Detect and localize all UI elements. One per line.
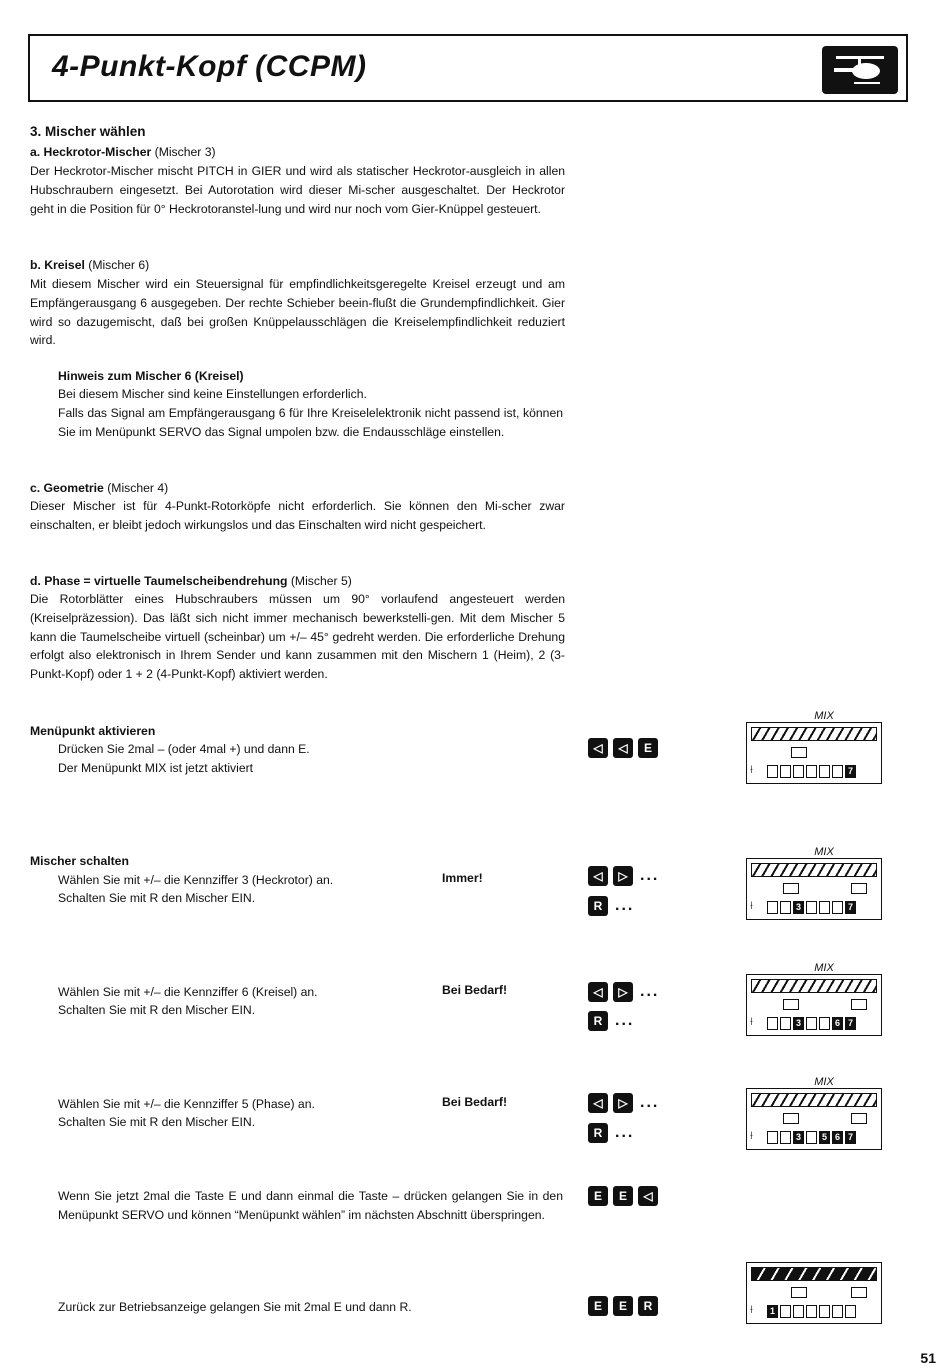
r-key: R: [588, 1123, 608, 1143]
plus-key: ▷: [613, 866, 633, 886]
lcd-digit-cell: 6: [832, 1131, 843, 1144]
lcd-screen: [746, 1088, 882, 1150]
e-key: E: [613, 1186, 633, 1206]
keys-switch2-r: [588, 1011, 634, 1035]
menu-line1: Drücken Sie 2mal – (oder 4mal +) und dann E.: [58, 742, 310, 756]
lcd-symbol-icon: ⟊: [750, 1130, 753, 1142]
lcd-digit-cell: 3: [793, 1017, 804, 1030]
servo-paragraph: Wenn Sie jetzt 2mal die Taste E und dann einmal die Taste – drücken gelangen Sie in den Menüpunkt SERVO und können “Menüpunkt wählen” im nächsten Abschnitt überspringen.: [58, 1189, 563, 1222]
lcd-digit-cell: [819, 1305, 830, 1318]
lcd-square: [851, 1287, 867, 1298]
plus-key: ▷: [613, 982, 633, 1002]
switch3-line1: Wählen Sie mit +/– die Kennziffer 5 (Phase) an.: [58, 1097, 315, 1111]
ellipsis: ...: [615, 897, 635, 914]
lcd-digit-cell: [806, 1305, 817, 1318]
lcd-digit-cell: 7: [845, 1017, 856, 1030]
lcd-square: [791, 1287, 807, 1298]
keys-servo: [588, 1186, 663, 1210]
lcd-digit-cell: [780, 765, 791, 778]
switch3-line2: Schalten Sie mit R den Mischer EIN.: [58, 1115, 256, 1129]
lcd-digit-cell: [767, 1017, 778, 1030]
lcd-digit-cell: [780, 1017, 791, 1030]
lcd-bar: [751, 1267, 877, 1281]
ellipsis: ...: [615, 1012, 635, 1029]
lcd-digit-cell: [767, 765, 778, 778]
keys-back: [588, 1296, 663, 1320]
lcd-digit-cell: 6: [832, 1017, 843, 1030]
heading-a-note: (Mischer 3): [151, 145, 216, 159]
note-text: Falls das Signal am Empfängerausgang 6 für Ihre Kreiselelektronik nicht passend ist, können Sie im Menüpunkt SERVO das Signal umpolen bzw. die Endausschläge einstellen.: [58, 406, 563, 439]
r-key: R: [638, 1296, 658, 1316]
lcd-cells: [767, 901, 856, 914]
page-header: [28, 34, 908, 102]
minus-key: ◁: [588, 1093, 608, 1113]
lcd-display-2: [746, 846, 882, 920]
lcd-digit-cell: 1: [767, 1305, 778, 1318]
note-heading: Hinweis zum Mischer 6 (Kreisel): [58, 369, 244, 383]
heading-c-label: c. Geometrie: [30, 481, 104, 495]
lcd-symbol-icon: ⟊: [750, 1304, 753, 1316]
lcd-bar: [751, 727, 877, 741]
heading-b-note: (Mischer 6): [84, 258, 150, 272]
switch2-tag: Bei Bedarf!: [442, 983, 508, 997]
lcd-digit-cell: [780, 1131, 791, 1144]
minus-key: ◁: [613, 738, 633, 758]
lcd-symbol-icon: ⟊: [750, 1016, 753, 1028]
helicopter-icon: [822, 46, 898, 94]
lcd-digit-cell: [832, 901, 843, 914]
lcd-square: [851, 883, 867, 894]
lcd-digit-cell: 7: [845, 1131, 856, 1144]
lcd-digit-cell: 3: [793, 1131, 804, 1144]
lcd-digit-cell: [806, 765, 817, 778]
lcd-display-5: [746, 1262, 882, 1324]
heading-c: [30, 479, 168, 498]
heading-b-label: b. Kreisel: [30, 258, 85, 272]
lcd-digit-cell: [780, 901, 791, 914]
ellipsis: ...: [640, 867, 660, 884]
lcd-square: [783, 883, 799, 894]
keys-switch1-r: [588, 896, 634, 920]
r-key: R: [588, 896, 608, 916]
lcd-display-1: [746, 710, 882, 784]
lcd-digit-cell: [793, 1305, 804, 1318]
e-key: E: [588, 1186, 608, 1206]
lcd-bar: [751, 1093, 877, 1107]
page-title: 4-Punkt-Kopf (CCPM): [52, 50, 367, 83]
lcd-square: [791, 747, 807, 758]
lcd-digit-cell: [832, 1305, 843, 1318]
lcd-screen: [746, 858, 882, 920]
heading-c-note: (Mischer 4): [103, 481, 169, 495]
r-key: R: [588, 1011, 608, 1031]
paragraph-a: Der Heckrotor-Mischer mischt PITCH in GIER und wird als statischer Heckrotor-ausgleich in allen Hubschraubern eingesetzt. Bei Autorotation wird dieser Mi-scher ausgeschaltet. Der Heckrotor geht in die Position für 0° Heckrotoranstel-lung und wird nur noch vom Gier-Knüppel gesteuert.: [30, 164, 565, 216]
heading-d-note: (Mischer 5): [287, 574, 352, 588]
minus-key: ◁: [588, 738, 608, 758]
lcd-square: [783, 999, 799, 1010]
e-key: E: [588, 1296, 608, 1316]
minus-key: ◁: [588, 982, 608, 1002]
lcd-digit-cell: 7: [845, 901, 856, 914]
lcd-digit-cell: [832, 765, 843, 778]
keys-switch3-r: [588, 1123, 634, 1147]
lcd-digit-cell: [806, 1017, 817, 1030]
page-number: 51: [920, 1350, 936, 1366]
ellipsis: ...: [640, 1094, 660, 1111]
paragraph-b: Mit diesem Mischer wird ein Steuersignal für empfindlichkeitsgeregelte Kreisel erzeugt und am Empfängerausgang 6 ausgegeben. Der rechte Schieber beein-flußt die Grundempfindlichkeit. Gier wird so dazugemischt, daß bei großen Knüppelausschlägen die Kreiselempfindlichkeit reduziert wird.: [30, 277, 565, 348]
switch1-line1: Wählen Sie mit +/– die Kennziffer 3 (Heckrotor) an.: [58, 873, 334, 887]
lcd-label: MIX: [814, 710, 834, 722]
lcd-label: MIX: [814, 1076, 834, 1088]
lcd-symbol-icon: ⟊: [750, 764, 753, 776]
lcd-digit-cell: [806, 1131, 817, 1144]
lcd-bar: [751, 979, 877, 993]
lcd-square: [851, 999, 867, 1010]
lcd-display-3: [746, 962, 882, 1036]
lcd-digit-cell: [780, 1305, 791, 1318]
e-key: E: [638, 738, 658, 758]
ellipsis: ...: [640, 983, 660, 1000]
plus-key: ▷: [613, 1093, 633, 1113]
lcd-digit-cell: [819, 1017, 830, 1030]
lcd-cells: [767, 1131, 856, 1144]
lcd-digit-cell: [806, 901, 817, 914]
lcd-screen: [746, 722, 882, 784]
lcd-digit-cell: 5: [819, 1131, 830, 1144]
lcd-digit-cell: [767, 901, 778, 914]
lcd-cells: [767, 1017, 856, 1030]
heading-d-label: d. Phase = virtuelle Taumelscheibendrehung: [30, 574, 288, 588]
lcd-bar: [751, 863, 877, 877]
lcd-digit-cell: 7: [845, 765, 856, 778]
section-title: 3. Mischer wählen: [30, 124, 146, 139]
keys-switch2-select: [588, 982, 659, 1006]
switch3-tag: Bei Bedarf!: [442, 1095, 508, 1109]
lcd-square: [851, 1113, 867, 1124]
lcd-digit-cell: [845, 1305, 856, 1318]
switch2-line2: Schalten Sie mit R den Mischer EIN.: [58, 1003, 256, 1017]
minus-key: ◁: [638, 1186, 658, 1206]
note-line1: Bei diesem Mischer sind keine Einstellungen erforderlich.: [58, 387, 367, 401]
e-key: E: [613, 1296, 633, 1316]
paragraph-d: Die Rotorblätter eines Hubschraubers müssen um 90° vorlaufend angesteuert werden (Kreiselpräzession). Das läßt sich nicht immer mechanisch bewerkstelli-gen. Mit dem Mischer 5 kann die Taumelscheibe virtuell (scheinbar) um +/– 45° gedreht werden. Die erforderliche Drehung erfolgt also elektronisch in Ihrem Sender und kann zusammen mit den Mischern 1 (Heim), 2 (3-Punkt-Kopf) oder 1 + 2 (4-Punkt-Kopf) aktiviert werden.: [30, 592, 565, 682]
switch2-line1: Wählen Sie mit +/– die Kennziffer 6 (Kreisel) an.: [58, 985, 318, 999]
ellipsis: ...: [615, 1124, 635, 1141]
paragraph-c: Dieser Mischer ist für 4-Punkt-Rotorköpfe nicht erforderlich. Sie können den Mi-scher zwar einschalten, er bleibt jedoch wirkungslos und das Einschalten wird nicht gespeichert.: [30, 499, 565, 532]
lcd-digit-cell: [793, 765, 804, 778]
minus-key: ◁: [588, 866, 608, 886]
menu-heading: Menüpunkt aktivieren: [30, 724, 156, 738]
lcd-cells: [767, 1305, 856, 1318]
heading-a-label: a. Heckrotor-Mischer: [30, 145, 152, 159]
lcd-digit-cell: [819, 765, 830, 778]
keys-menu: [588, 738, 663, 762]
lcd-screen: [746, 974, 882, 1036]
lcd-label: MIX: [814, 846, 834, 858]
switch1-tag: Immer!: [442, 871, 483, 885]
menu-line2: Der Menüpunkt MIX ist jetzt aktiviert: [58, 761, 254, 775]
switch-heading: Mischer schalten: [30, 854, 129, 868]
lcd-display-4: [746, 1076, 882, 1150]
heading-b: [30, 256, 149, 275]
lcd-screen: [746, 1262, 882, 1324]
keys-switch3-select: [588, 1093, 659, 1117]
heading-a: [30, 143, 216, 162]
lcd-label: MIX: [814, 962, 834, 974]
lcd-symbol-icon: ⟊: [750, 900, 753, 912]
lcd-digit-cell: [819, 901, 830, 914]
lcd-cells: [767, 765, 856, 778]
lcd-digit-cell: 3: [793, 901, 804, 914]
lcd-square: [783, 1113, 799, 1124]
switch1-line2: Schalten Sie mit R den Mischer EIN.: [58, 891, 256, 905]
keys-switch1-select: [588, 866, 659, 890]
back-paragraph: Zurück zur Betriebsanzeige gelangen Sie mit 2mal E und dann R.: [58, 1300, 412, 1314]
lcd-digit-cell: [767, 1131, 778, 1144]
heading-d: [30, 572, 352, 591]
